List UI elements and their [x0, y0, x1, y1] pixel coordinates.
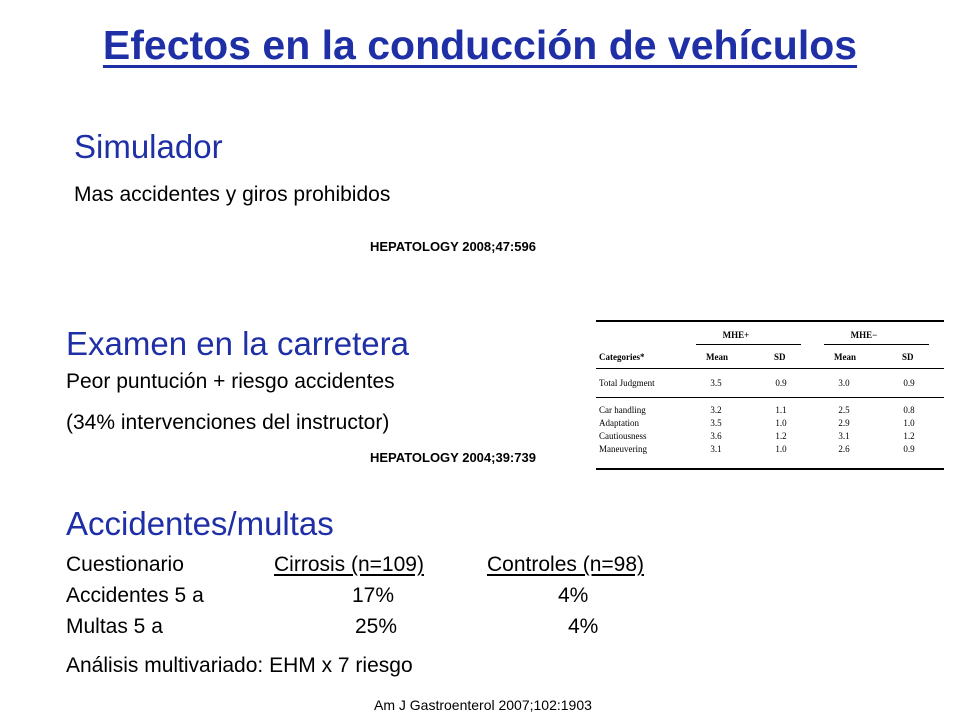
examen-line-1: Peor puntución + riesgo accidentes: [66, 370, 395, 393]
table-cell: 1.2: [775, 431, 787, 441]
accidentes-row-label: Accidentes 5 a: [66, 584, 204, 607]
table-cell: Cautiousness: [599, 431, 647, 441]
table-cell: 3.1: [838, 431, 850, 441]
multas-controles-value: 4%: [568, 615, 599, 638]
table-cell: 0.8: [903, 405, 915, 415]
table-cell: 2.9: [838, 418, 850, 428]
group-header-mhe-plus: MHE+: [722, 330, 750, 340]
section-heading-examen: Examen en la carretera: [66, 325, 410, 362]
simulador-reference: HEPATOLOGY 2008;47:596: [370, 239, 536, 254]
table-cell: 1.0: [775, 444, 787, 454]
table-cell: 0.9: [775, 378, 787, 388]
table-cell: 1.0: [903, 418, 915, 428]
table-bottom-rule: [596, 468, 944, 470]
table-top-rule: [596, 320, 944, 322]
examen-reference: HEPATOLOGY 2004;39:739: [370, 450, 536, 465]
table-header-sd: SD: [902, 352, 914, 362]
multivariate-analysis-text: Análisis multivariado: EHM x 7 riesgo: [66, 654, 413, 677]
table-cell: 0.9: [903, 378, 915, 388]
mhe-driving-table: [596, 320, 944, 472]
table-cell: 1.2: [903, 431, 915, 441]
table-cell: 3.1: [710, 444, 722, 454]
table-cell: Car handling: [599, 405, 646, 415]
table-section-rule: [596, 397, 944, 398]
section-heading-accidentes: Accidentes/multas: [66, 505, 334, 542]
table-cell: Total Judgment: [599, 378, 655, 388]
table-header-rule: [596, 368, 944, 369]
section-heading-simulador: Simulador: [74, 128, 223, 165]
simulador-text: Mas accidentes y giros prohibidos: [74, 183, 391, 206]
table-cell: Maneuvering: [599, 444, 647, 454]
cirrosis-column-header: Cirrosis (n=109): [274, 553, 424, 576]
table-header-mean: Mean: [834, 352, 856, 362]
multas-row-label: Multas 5 a: [66, 615, 163, 638]
group-underline: [696, 344, 801, 345]
table-cell: 3.6: [710, 431, 722, 441]
table-cell: 3.0: [838, 378, 850, 388]
table-cell: 2.6: [838, 444, 850, 454]
accidentes-cirrosis-value: 17%: [352, 584, 395, 607]
table-header-sd: SD: [774, 352, 786, 362]
table-cell: 1.0: [775, 418, 787, 428]
questionnaire-label: Cuestionario: [66, 553, 184, 576]
table-cell: 3.5: [710, 378, 722, 388]
table-cell: 3.2: [710, 405, 722, 415]
table-cell: 0.9: [903, 444, 915, 454]
table-header-mean: Mean: [706, 352, 728, 362]
multas-cirrosis-value: 25%: [355, 615, 398, 638]
examen-line-2: (34% intervenciones del instructor): [66, 411, 390, 434]
table-cell: Adaptation: [599, 418, 639, 428]
table-cell: 2.5: [838, 405, 850, 415]
group-underline: [824, 344, 929, 345]
group-header-mhe-minus: MHE−: [850, 330, 878, 340]
slide-title: Efectos en la conducción de vehículos: [102, 22, 858, 68]
table-cell: 1.1: [775, 405, 787, 415]
accidentes-controles-value: 4%: [558, 584, 589, 607]
table-cell: 3.5: [710, 418, 722, 428]
accidentes-reference: Am J Gastroenterol 2007;102:1903: [374, 697, 592, 713]
controles-column-header: Controles (n=98): [487, 553, 644, 576]
table-header-categories: Categories*: [599, 352, 645, 362]
